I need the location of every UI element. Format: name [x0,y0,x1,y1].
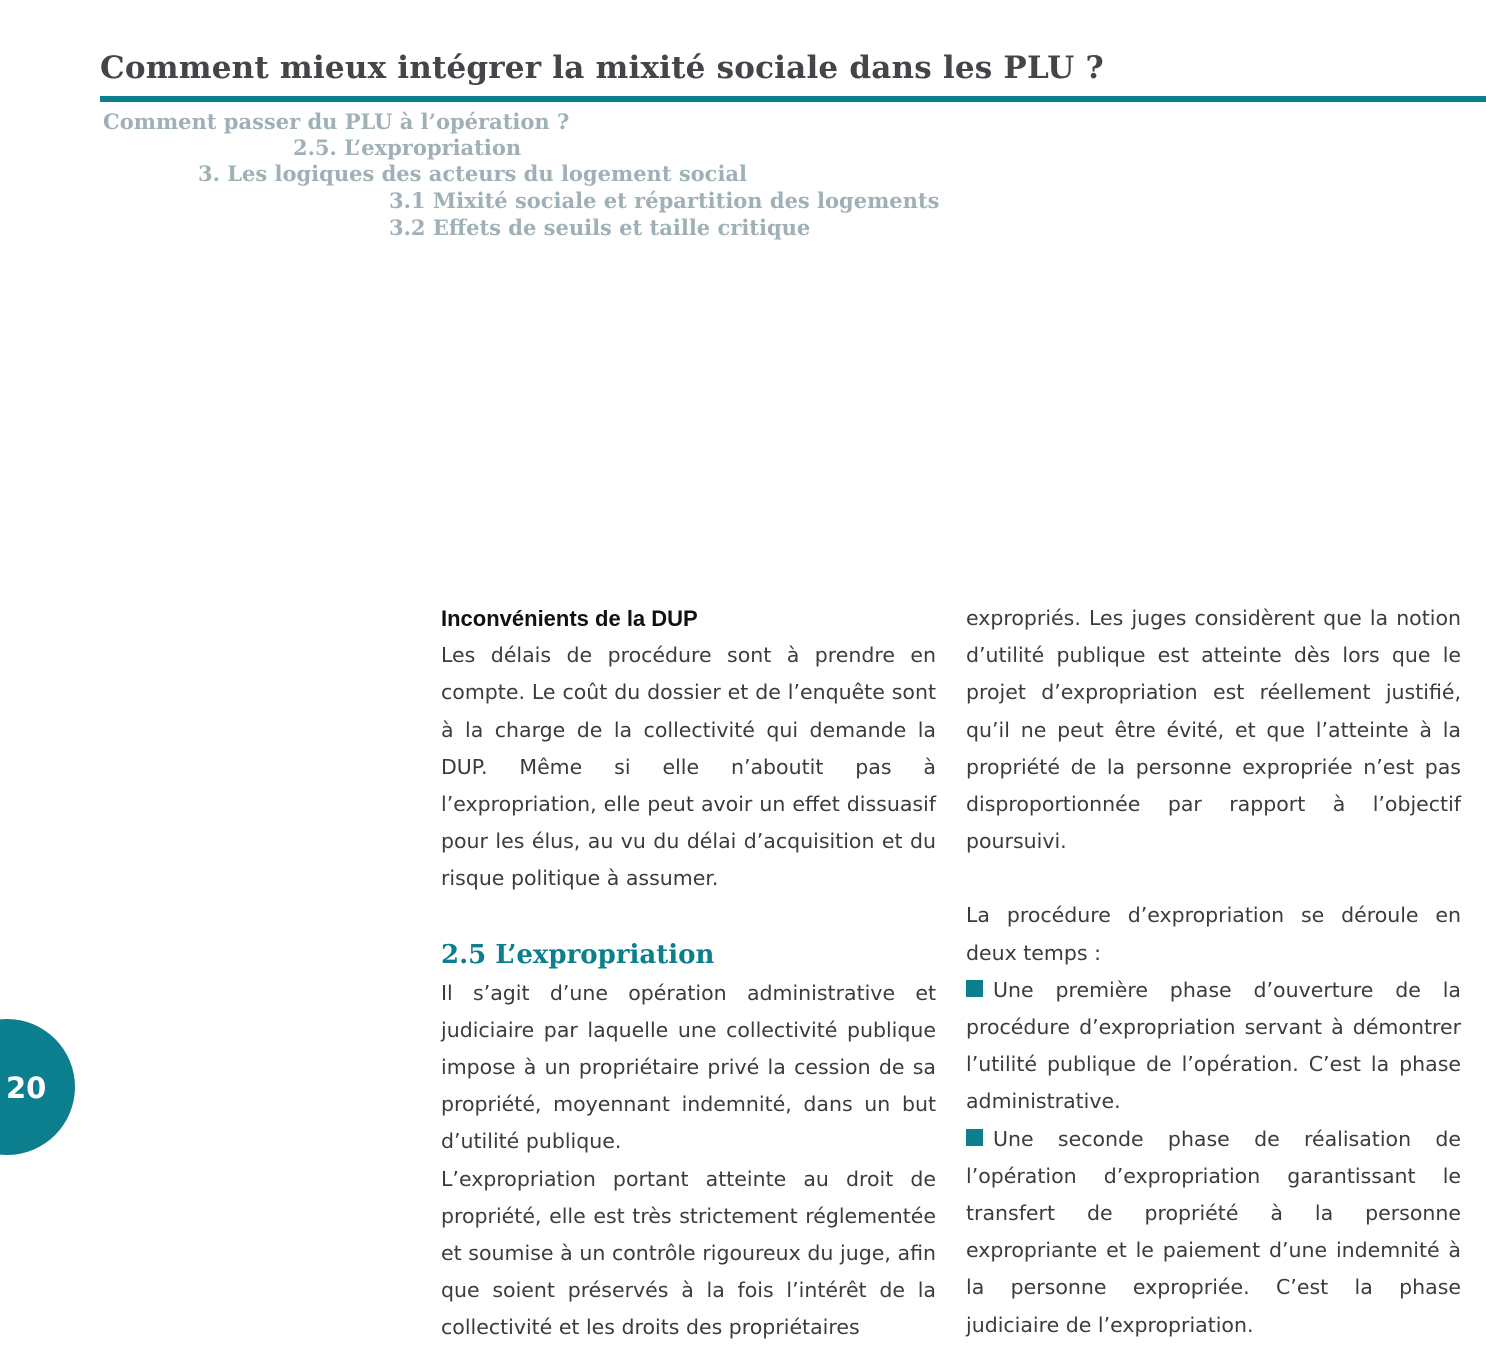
toc-line-3-2[interactable]: 3.2 Effets de seuils et taille critique [389,215,811,240]
paragraph-public-utility: expropriés. Les juges considèrent que la notion d’utilité publique est atteinte dès lors que le projet d’expropriation est réellement justifié, qu’il ne peut être évité, et que l’atteinte à la propriété de la personne expropriée n’est pas disproportionnée par rapport à l’objectif poursuivi. [966,606,1461,854]
bullet-text: Une première phase d’ouverture de la procédure d’expropriation servant à démontrer l’utilité publique de l’opération. C’est la phase administrative. [966,977,1461,1114]
bullet-item-administrative-phase [966,972,1461,1121]
left-column [441,600,936,1347]
page-number: 20 [6,1071,47,1105]
paragraph-procedure-intro: La procédure d’expropriation se déroule en deux temps : [966,903,1461,965]
toc-line-3[interactable]: 3. Les logiques des acteurs du logement social [198,161,748,186]
toc-line-3-1[interactable]: 3.1 Mixité sociale et répartition des logements [389,188,940,213]
paragraph-dup-drawbacks: Les délais de procédure sont à prendre en compte. Le coût du dossier et de l’enquête sont à la charge de la collectivité qui demande la DUP. Même si elle n’aboutit pas à l’expropriation, elle peut avoir un effet dissuasif pour les élus, au vu du délai d’acquisition et du risque politique à assumer. [441,643,936,891]
bullet-text: Une seconde phase de réalisation de l’opération d’expropriation garantissant le transfert de propriété à la personne expropriante et le paiement d’une indemnité à la personne expropriée. C’est la phase judiciaire de l’expropriation. [966,1126,1461,1337]
section-title-expropriation: 2.5 L’expropriation [441,939,715,970]
paragraph-gap [966,860,1461,897]
title-rule [100,96,1486,102]
toc-line-section[interactable]: Comment passer du PLU à l’opération ? [103,109,570,134]
bullet-item-judicial-phase [966,1121,1461,1344]
bullet-square-icon [966,1129,983,1146]
right-column [966,600,1461,1344]
toc-line-2-5[interactable]: 2.5. L’expropriation [293,135,522,160]
paragraph-expropriation-regulation: L’expropriation portant atteinte au droit de propriété, elle est très strictement réglementée et soumise à un contrôle rigoureux du juge, afin que soient préservés à la fois l’intérêt de la collectivité et les droits des propriétaires [441,1166,936,1340]
paragraph-expropriation-definition: Il s’agit d’une opération administrative et judiciaire par laquelle une collectivité publique impose à un propriétaire privé la cession de sa propriété, moyennant indemnité, dans un but d’utilité publique. [441,980,936,1154]
bullet-square-icon [966,980,983,997]
subhead-dup-drawbacks: Inconvénients de la DUP [441,606,698,631]
page-title: Comment mieux intégrer la mixité sociale dans les PLU ? [100,50,1104,86]
paragraph-gap [441,898,936,935]
